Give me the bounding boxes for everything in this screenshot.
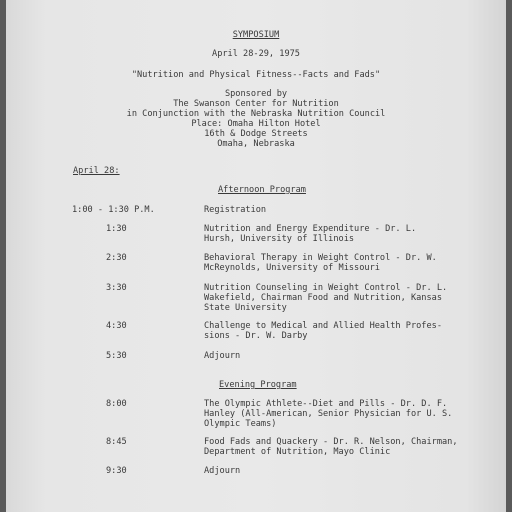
- sponsor-line: Omaha, Nebraska: [217, 139, 295, 149]
- schedule-time: 8:00: [106, 399, 127, 409]
- schedule-line: Registration: [204, 205, 267, 215]
- schedule-time: 4:30: [106, 321, 127, 331]
- schedule-line: Nutrition and Energy Expenditure - Dr. L.: [204, 224, 417, 234]
- schedule-line: Hursh, University of Illinois: [204, 234, 355, 244]
- schedule-line: Adjourn: [204, 351, 241, 361]
- schedule-time: 3:30: [106, 283, 127, 293]
- schedule-time: 1:30: [106, 224, 127, 234]
- schedule-line: Department of Nutrition, Mayo Clinic: [204, 447, 391, 457]
- sponsor-line: in Conjunction with the Nebraska Nutrition Council: [126, 109, 386, 119]
- schedule-time: 1:00 - 1:30 P.M.: [72, 205, 155, 215]
- evening-heading: Evening Program: [219, 380, 297, 390]
- schedule-line: Nutrition Counseling in Weight Control - Dr. L.: [204, 283, 448, 293]
- symposium-subject: "Nutrition and Physical Fitness--Facts and Fads": [131, 70, 381, 80]
- document-page: [6, 0, 506, 512]
- schedule-line: Olympic Teams): [204, 419, 277, 429]
- schedule-line: Hanley (All-American, Senior Physician for U. S.: [204, 409, 453, 419]
- schedule-time: 8:45: [106, 437, 127, 447]
- schedule-time: 5:30: [106, 351, 127, 361]
- symposium-dates: April 28-29, 1975: [212, 49, 300, 59]
- schedule-line: Wakefield, Chairman Food and Nutrition, Kansas: [204, 293, 442, 303]
- schedule-line: McReynolds, University of Missouri: [204, 263, 380, 273]
- day-label: April 28:: [73, 166, 120, 176]
- sponsor-line: Sponsored by: [224, 89, 288, 99]
- schedule-line: Food Fads and Quackery - Dr. R. Nelson, Chairman,: [204, 437, 458, 447]
- schedule-line: The Olympic Athlete--Diet and Pills - Dr. D. F.: [204, 399, 448, 409]
- afternoon-heading: Afternoon Program: [218, 185, 306, 195]
- sponsor-line: Place: Omaha Hilton Hotel: [191, 119, 321, 129]
- schedule-time: 2:30: [106, 253, 127, 263]
- schedule-time: 9:30: [106, 466, 127, 476]
- sponsor-line: The Swanson Center for Nutrition: [173, 99, 339, 109]
- schedule-line: State University: [204, 303, 287, 313]
- doc-title: SYMPOSIUM: [232, 30, 280, 40]
- schedule-line: sions - Dr. W. Darby: [204, 331, 308, 341]
- sponsor-line: 16th & Dodge Streets: [204, 129, 308, 139]
- schedule-line: Adjourn: [204, 466, 241, 476]
- schedule-line: Challenge to Medical and Allied Health Profes-: [204, 321, 442, 331]
- schedule-line: Behavioral Therapy in Weight Control - Dr. W.: [204, 253, 437, 263]
